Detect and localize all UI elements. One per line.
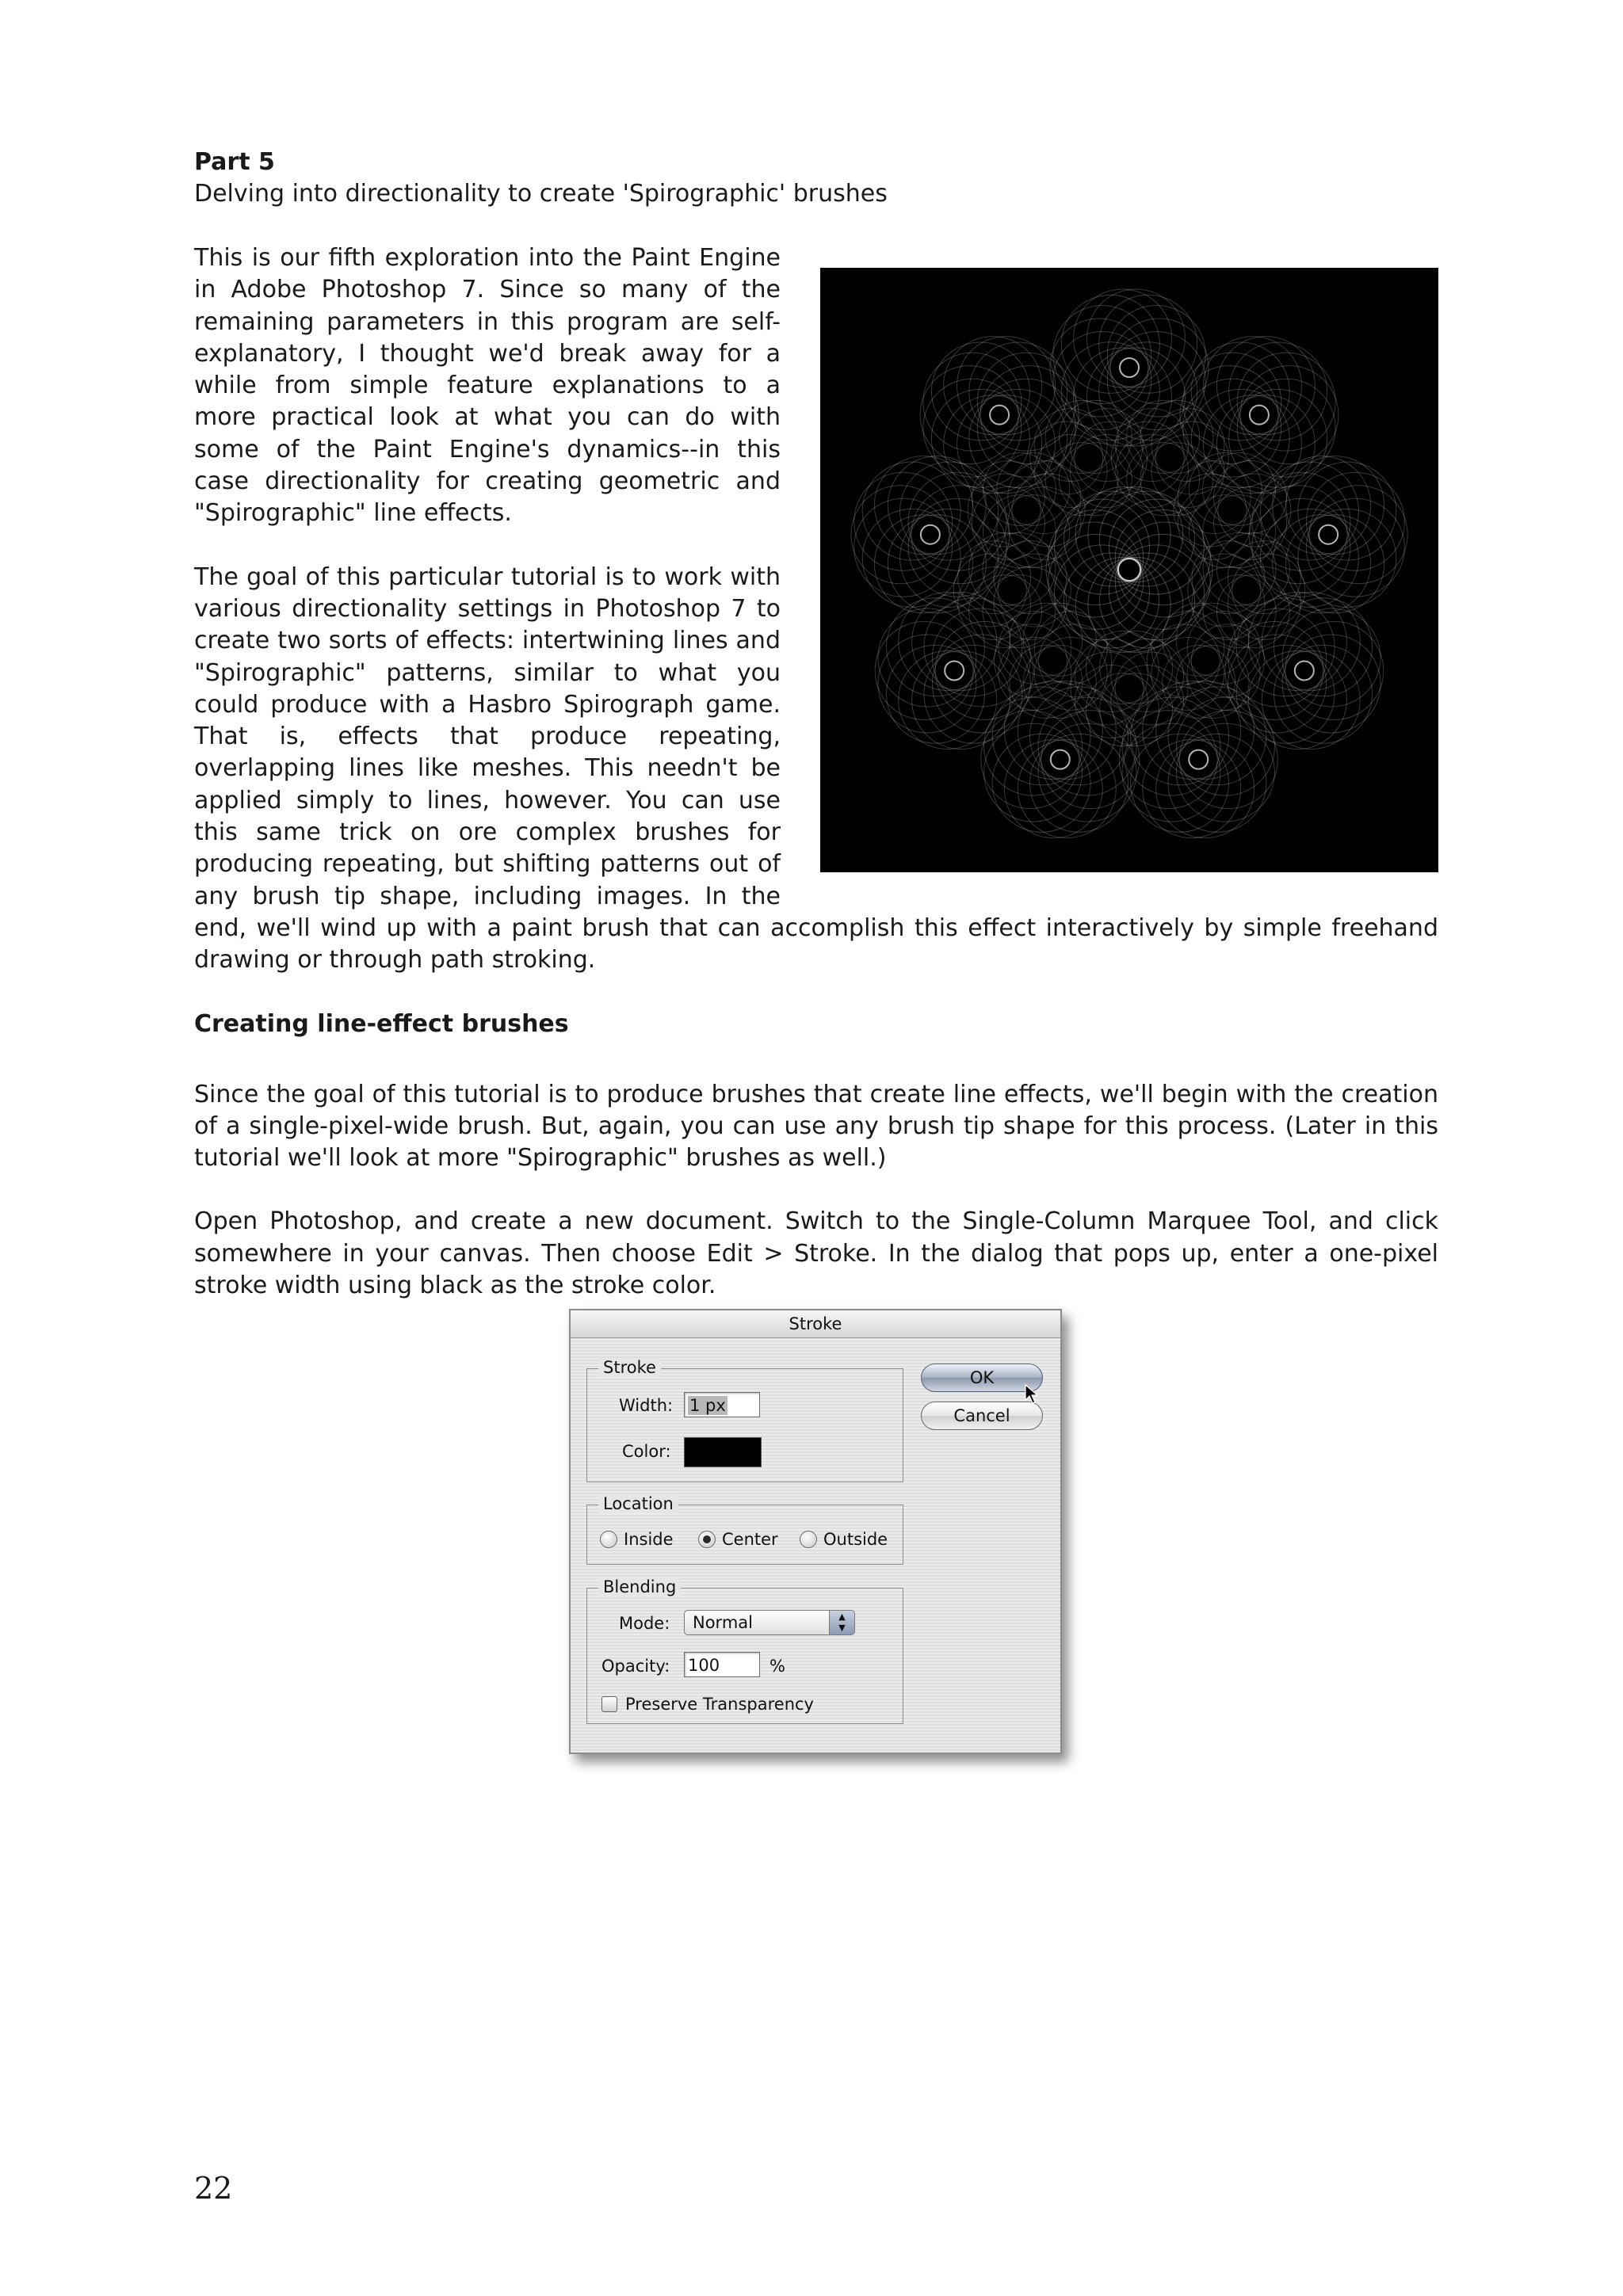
part-subtitle: Delving into directionality to create 'Spirographic' brushes: [194, 180, 888, 208]
inside-radio[interactable]: [600, 1531, 617, 1548]
width-field[interactable]: [684, 1392, 760, 1417]
cancel-button[interactable]: Cancel: [921, 1402, 1043, 1430]
stroke-color-swatch[interactable]: [684, 1437, 762, 1467]
outside-radio-label: Outside: [823, 1530, 888, 1549]
color-label: Color:: [622, 1442, 671, 1461]
stroke-group-label: Stroke: [598, 1358, 661, 1377]
ok-button[interactable]: OK: [921, 1363, 1043, 1392]
mode-select-value: Normal: [693, 1613, 753, 1632]
intro-paragraph: This is our fifth exploration into the Paint Engine in Adobe Photoshop 7. Since so many of the remaining parameters in this program are self-explanatory, I thought we'd break away for a while from simple feature explanations to a more practical look at what you can do with some of the Paint Engine's dynamics--in this case directionality for creating geometric and "Spirographic" line effects.: [194, 244, 781, 528]
outside-radio[interactable]: [800, 1531, 817, 1548]
location-group: [586, 1494, 903, 1565]
preserve-transparency-checkbox[interactable]: [601, 1696, 617, 1712]
dialog-titlebar: Stroke: [571, 1310, 1060, 1338]
center-radio[interactable]: [698, 1531, 716, 1548]
line-brush-paragraph: Since the goal of this tutorial is to produce brushes that create line effects, we'll begin with the creation of a single-pixel-wide brush. But, again, you can use any brush tip shape for this process. (Later in this tutorial we'll look at more "Spirographic" brushes as well.): [194, 1080, 1438, 1173]
mode-label: Mode:: [619, 1614, 670, 1633]
stroke-group: [586, 1358, 903, 1482]
inside-radio-label: Inside: [624, 1530, 674, 1549]
stroke-dialog: [569, 1309, 1062, 1754]
part-title: Part 5: [194, 148, 275, 176]
spirograph-pattern-image: [820, 268, 1438, 872]
up-down-arrows-icon: ▲ ▼: [829, 1611, 854, 1634]
blending-group-label: Blending: [598, 1577, 681, 1596]
goal-paragraph: The goal of this particular tutorial is to work with various directionality settings in Photoshop 7 to create two sorts of effects: intertwining lines and "Spirographic" patterns, similar to what you could produce with a Hasbro Spirograph game. That is, effects that produce repeating, overlapping lines like meshes. This needn't be applied simply to lines, however. You can use this same trick on ore complex brushes for producing repeating, but shifting patterns out of any brush tip shape, including images. In the end, we'll wind up with a paint brush that can accomplish this effect interactively by simple freehand drawing or through path stroking.: [194, 563, 1438, 974]
open-photoshop-paragraph: Open Photoshop, and create a new document. Switch to the Single-Column Marquee Tool, and click somewhere in your canvas. Then choose Edit > Stroke. In the dialog that pops up, enter a one-pixel stroke width using black as the stroke color.: [194, 1207, 1438, 1300]
mode-select[interactable]: [684, 1610, 855, 1635]
location-group-label: Location: [598, 1494, 678, 1513]
opacity-label: Opacity:: [601, 1657, 670, 1676]
spirograph-figure: [820, 268, 1438, 872]
width-value: 1 px: [689, 1396, 726, 1415]
blending-group: [586, 1577, 903, 1724]
page-number: 22: [194, 2171, 233, 2206]
width-label: Width:: [619, 1396, 674, 1415]
preserve-transparency-label: Preserve Transparency: [625, 1695, 814, 1714]
center-radio-label: Center: [722, 1530, 778, 1549]
opacity-unit: %: [769, 1657, 785, 1676]
section-heading: Creating line-effect brushes: [194, 1009, 569, 1038]
opacity-field[interactable]: 100: [684, 1652, 760, 1677]
arrow-cursor-icon: [1025, 1384, 1039, 1405]
document-body: [194, 147, 1438, 1333]
